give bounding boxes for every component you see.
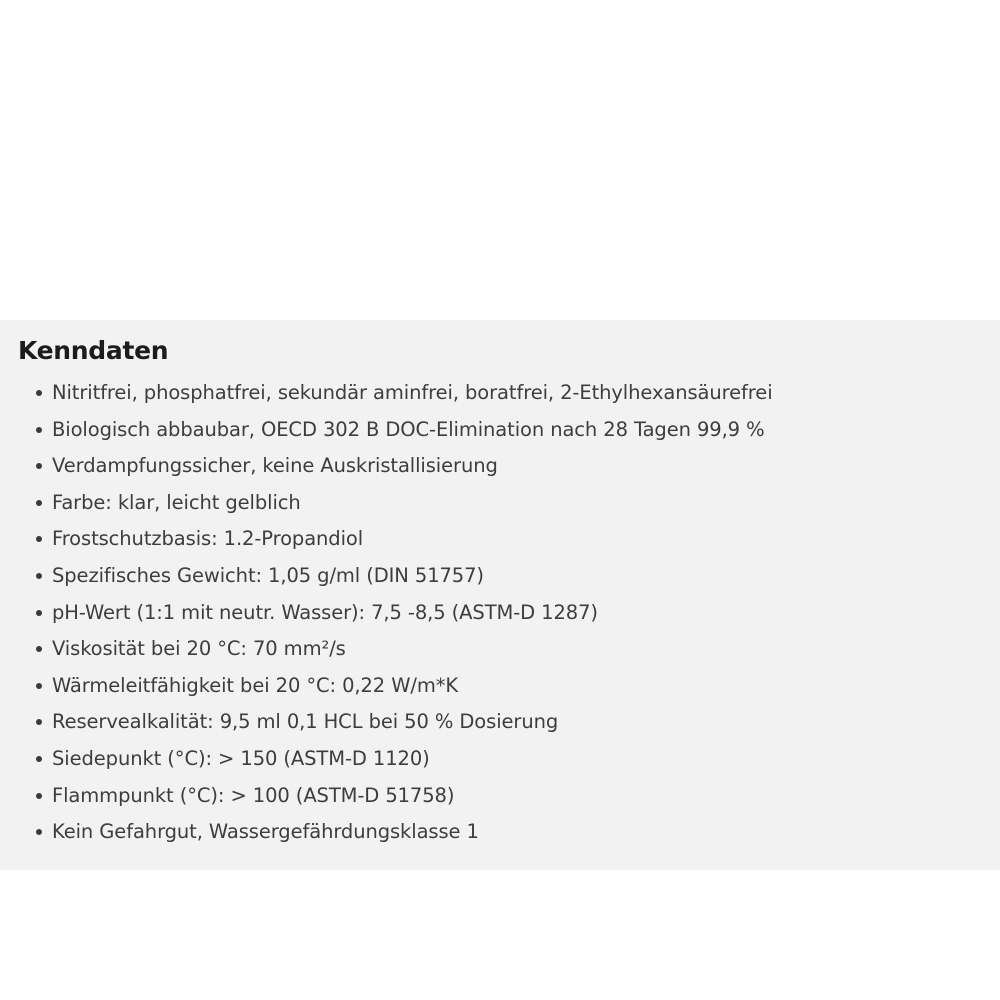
- spec-list-item: Wärmeleitfähigkeit bei 20 °C: 0,22 W/m*K: [52, 668, 980, 705]
- spec-list-item: Biologisch abbaubar, OECD 302 B DOC-Elimination nach 28 Tagen 99,9 %: [52, 412, 980, 449]
- spec-list-item: Reservealkalität: 9,5 ml 0,1 HCL bei 50 % Dosierung: [52, 704, 980, 741]
- spec-list-item: Viskosität bei 20 °C: 70 mm²/s: [52, 631, 980, 668]
- spec-list-item: Verdampfungssicher, keine Auskristallisierung: [52, 448, 980, 485]
- kenndaten-list: [18, 375, 980, 851]
- spec-list-item: Frostschutzbasis: 1.2-Propandiol: [52, 521, 980, 558]
- spec-list-item: Siedepunkt (°C): > 150 (ASTM-D 1120): [52, 741, 980, 778]
- spec-list-item: Flammpunkt (°C): > 100 (ASTM-D 51758): [52, 778, 980, 815]
- spec-list-item: Nitritfrei, phosphatfrei, sekundär aminfrei, boratfrei, 2-Ethylhexansäurefrei: [52, 375, 980, 412]
- spec-list-item: Farbe: klar, leicht gelblich: [52, 485, 980, 522]
- spec-list-item: pH-Wert (1:1 mit neutr. Wasser): 7,5 -8,5 (ASTM-D 1287): [52, 595, 980, 632]
- spec-list-item: Spezifisches Gewicht: 1,05 g/ml (DIN 51757): [52, 558, 980, 595]
- kenndaten-title: Kenndaten: [18, 336, 169, 365]
- kenndaten-panel: [0, 320, 1000, 870]
- spec-list-item: Kein Gefahrgut, Wassergefährdungsklasse 1: [52, 814, 980, 851]
